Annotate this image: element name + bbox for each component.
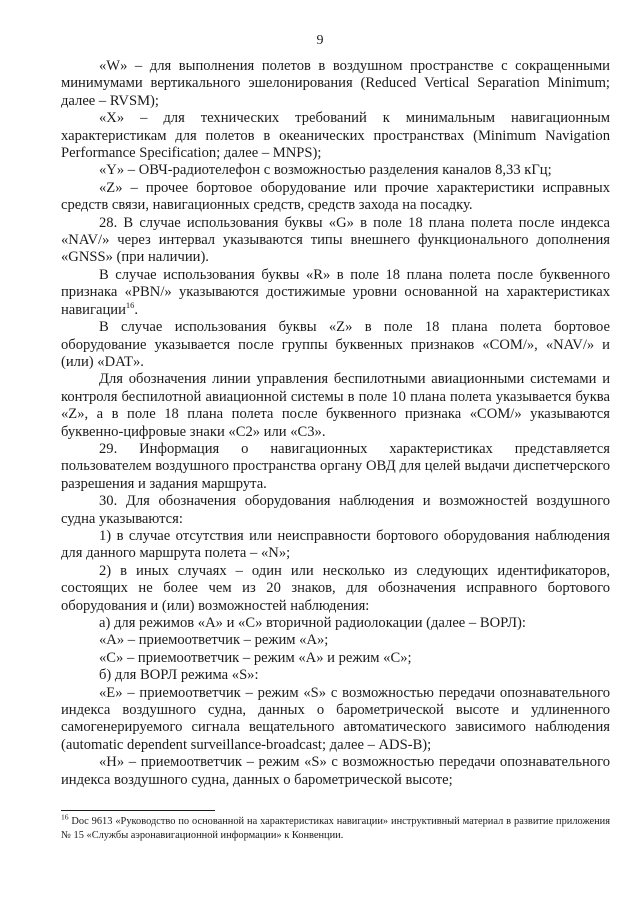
mode-e-item: «E» – приемоответчик – режим «S» с возможностью передачи опознавательного индекса воздушного судна, данных о барометрической высоте и удлиненного самогенерируемого сигнала вещательного автоматического зависимого наблюдения (automatic dependent surveillance-broadcast; далее – ADS-B);: [61, 684, 610, 753]
paragraph-28: 28. В случае использования буквы «G» в поле 18 плана полета после индекса «NAV/» через интервал указываются типы внешнего функционального дополнения «GNSS» (при наличии).: [61, 214, 610, 266]
footnote-divider: [61, 810, 215, 811]
footnote-text: Doc 9613 «Руководство по основанной на характеристиках навигации» инструктивный материал в развитие приложения № 15 «Службы аэронавигационной информации» к Конвенции.: [61, 816, 610, 841]
paragraph-uas: Для обозначения линии управления беспилотными авиационными системами и контроля беспилотной авиационной системы в поле 10 плана полета указывается буква «Z», а в поле 18 плана полета после буквенного признака «COM/» указываются буквенно-цифровые знаки «C2» или «C3».: [61, 371, 610, 440]
paragraph-30: 30. Для обозначения оборудования наблюдения и возможностей воздушного судна указываются:: [61, 493, 610, 527]
list-item-2: 2) в иных случаях – один или несколько из следующих идентификаторов, состоящих не более чем из 20 знаков, для обозначения исправного бортового оборудования и (или) возможностей наблюдения:: [61, 562, 610, 614]
page-number: 9: [316, 33, 324, 48]
paragraph-z: «Z» – прочее бортовое оборудование или прочие характеристики исправных средств связи, навигационных средств, средств захода на посадку.: [61, 179, 610, 214]
mode-h-item: «H» – приемоответчик – режим «S» с возможностью передачи опознавательного индекса воздушного судна, данных о барометрической высоте;: [61, 754, 610, 788]
mode-a-item: «A» – приемоответчик – режим «A»;: [99, 632, 329, 649]
list-item-1: 1) в случае отсутствия или неисправности бортового оборудования наблюдения для данного маршрута полета – «N»;: [61, 527, 610, 562]
sublist-a: а) для режимов «A» и «C» вторичной радиолокации (далее – ВОРЛ):: [99, 615, 526, 631]
mode-c-item: «C» – приемоответчик – режим «A» и режим «C»;: [99, 649, 412, 666]
body-text: [61, 58, 610, 789]
sublist-b: б) для ВОРЛ режима «S»:: [99, 667, 259, 684]
paragraph-29: 29. Информация о навигационных характеристиках представляется пользователем воздушного пространства органу ОВД для целей выдачи диспетчерского разрешения и задания маршрута.: [61, 440, 610, 492]
paragraph-z-com: В случае использования буквы «Z» в поле 18 плана полета бортовое оборудование указывается после группы буквенных признаков «COM/», «NAV/» и (или) «DAT».: [61, 319, 610, 370]
paragraph-r-pbn: В случае использования буквы «R» в поле 18 плана полета после буквенного признака «PBN/» указываются достижимые уровни основанной на характеристиках навигации$^{16}$.: [61, 266, 610, 318]
paragraph-y: «Y» – ОВЧ-радиотелефон с возможностью разделения каналов 8,33 кГц;: [99, 162, 552, 179]
footnote: [61, 812, 610, 842]
paragraph-x: «X» – для технических требований к минимальным навигационным характеристикам для полетов в океанических пространствах (Minimum Navigation Performance Specification; далее – MNPS);: [61, 110, 610, 162]
footnote-reference: 16: [125, 299, 135, 310]
paragraph-w: «W» – для выполнения полетов в воздушном пространстве с сокращенными минимумами вертикального эшелонирования (Reduced Vertical Separation Minimum; далее – RVSM);: [61, 58, 610, 109]
footnote-marker: 16: [61, 812, 69, 822]
paragraph-r-pbn-text: В случае использования буквы «R» в поле 18 плана полета после буквенного признака «PBN/» указываются достижимые уровни основанной на характеристиках навигации: [61, 266, 610, 318]
